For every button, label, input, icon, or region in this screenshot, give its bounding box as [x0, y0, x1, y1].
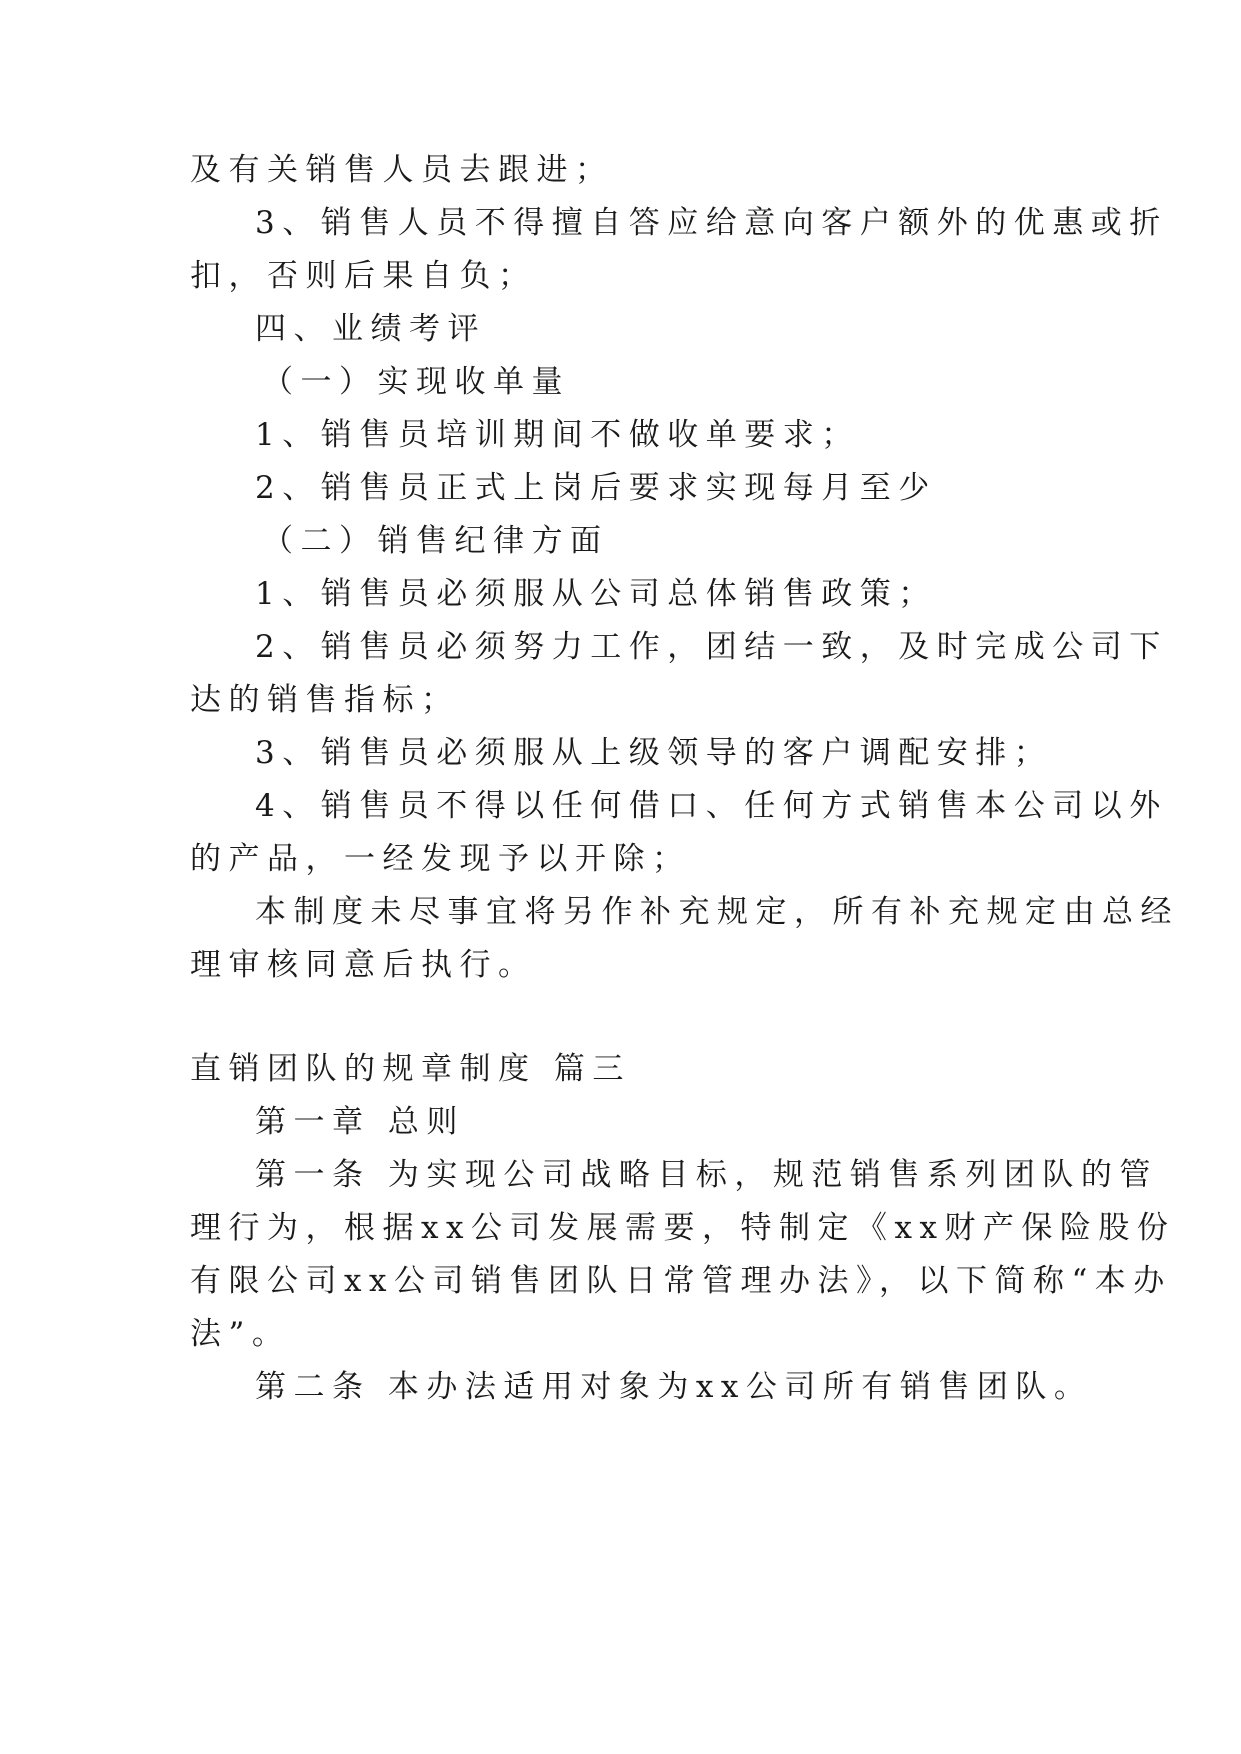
subsection-heading: （二）销售纪律方面	[262, 523, 609, 559]
text-line: 扣，否则后果自负；	[190, 258, 537, 294]
text-line: 本制度未尽事宜将另作补充规定，所有补充规定由总经	[255, 894, 1179, 930]
text-line: 达的销售指标；	[190, 682, 460, 718]
text-line: 4、销售员不得以任何借口、任何方式销售本公司以外	[255, 788, 1168, 824]
text-line: 及有关销售人员去跟进；	[190, 152, 614, 188]
chapter-heading: 第一章 总则	[255, 1104, 465, 1140]
text-line: 理行为，根据xx公司发展需要，特制定《xx财产保险股份	[190, 1210, 1176, 1246]
section-heading: 四、业绩考评	[255, 311, 486, 347]
text-line: 2、销售员必须努力工作，团结一致，及时完成公司下	[255, 629, 1168, 665]
text-line: 第一条 为实现公司战略目标，规范销售系列团队的管	[255, 1157, 1158, 1193]
text-line: 3、销售人员不得擅自答应给意向客户额外的优惠或折	[255, 205, 1168, 241]
subsection-heading: （一）实现收单量	[262, 364, 570, 400]
text-line: 2、销售员正式上岗后要求实现每月至少	[255, 470, 937, 506]
text-line: 的产品，一经发现予以开除；	[190, 841, 691, 877]
text-line: 1、销售员必须服从公司总体销售政策；	[255, 576, 937, 612]
text-line: 3、销售员必须服从上级领导的客户调配安排；	[255, 735, 1053, 771]
article-title: 直销团队的规章制度 篇三	[190, 1051, 631, 1087]
text-line: 法”。	[190, 1316, 291, 1352]
text-line: 理审核同意后执行。	[190, 947, 537, 983]
text-line: 第二条 本办法适用对象为xx公司所有销售团队。	[255, 1369, 1093, 1405]
text-line: 有限公司xx公司销售团队日常管理办法》，以下简称“本办	[190, 1263, 1172, 1299]
text-line: 1、销售员培训期间不做收单要求；	[255, 417, 860, 453]
